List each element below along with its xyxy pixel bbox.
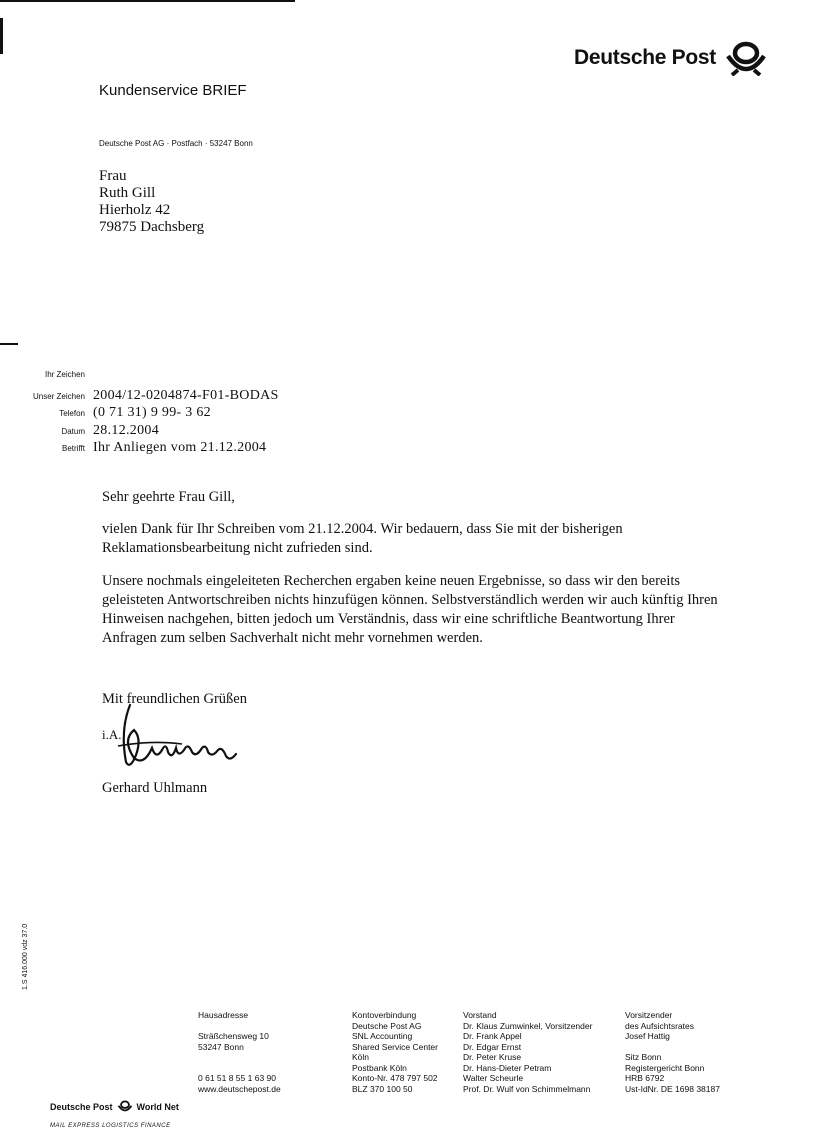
ref-label: Telefon [59,409,85,418]
sender-return-address: Deutsche Post AG · Postfach · 53247 Bonn [99,139,253,148]
post-horn-icon [117,1100,133,1113]
footer-line: Dr. Frank Appel [463,1031,522,1041]
recipient-name: Ruth Gill [99,185,156,201]
footer-address-column [198,1010,281,1094]
handwritten-signature [112,700,242,775]
letter-paragraph-1: vielen Dank für Ihr Schreiben vom 21.12.2004. Wir bedauern, dass Sie mit der bisherigen Reklamationsbearbeitung nicht zufrieden sind. [102,521,623,556]
ref-row-phone [0,405,279,423]
fold-mark [0,343,18,345]
footer-line: Sträßchensweg 10 [198,1031,269,1041]
footer-line: Vorstand [463,1010,497,1020]
footer-line: Vorsitzender [625,1010,673,1020]
footer-line: Josef Hattig [625,1031,670,1041]
logo-brand-text: Deutsche Post [574,46,716,69]
form-code: 1.S 416.000 vdz 37.0 [22,923,29,990]
footer-chair-column [625,1010,720,1094]
signer-name: Gerhard Uhlmann [102,780,208,796]
letter-closing: Mit freundlichen Grüßen [102,691,247,707]
footer-line: Registergericht Bonn [625,1062,705,1073]
footer-line: Konto-Nr. 478 797 502 [352,1073,438,1083]
ref-value: Ihr Anliegen vom 21.12.2004 [93,440,267,455]
footer-line: Dr. Klaus Zumwinkel, Vorsitzender [463,1020,593,1031]
ref-label: Betrifft [62,444,85,453]
footer-line: 0 61 51 8 55 1 63 90 [198,1073,276,1083]
on-behalf-mark: i.A. [102,727,122,742]
letter-type-title: Kundenservice BRIEF [99,82,247,99]
ref-value: 2004/12-0204874-F01-BODAS [93,387,279,403]
recipient-salutation: Frau [99,168,127,184]
reference-block [0,370,279,458]
footer-line: 53247 Bonn [198,1041,244,1052]
footer-line: SNL Accounting [352,1031,413,1041]
footer-board-column [463,1010,592,1094]
scan-edge-top [0,0,295,2]
ref-row-subject [0,440,279,458]
ref-label: Datum [61,426,85,436]
footer-line: BLZ 370 100 50 [352,1083,413,1094]
footer-line [198,1063,281,1074]
footer-line: Dr. Peter Kruse [463,1052,522,1062]
deutsche-post-logo [574,40,768,76]
footer-line: Shared Service Center [352,1041,438,1052]
recipient-city: 79875 Dachsberg [99,219,205,235]
footer-line: Kontoverbindung [352,1010,417,1020]
footer-line: Sitz Bonn [625,1052,662,1062]
footer-line: Dr. Edgar Ernst [463,1041,522,1052]
worldnet-tagline: MAIL EXPRESS LOGISTICS FINANCE [50,1123,171,1129]
footer-line [625,1042,720,1053]
ref-value: (0 71 31) 9 99- 3 62 [93,405,211,420]
ref-row-your-ref [0,370,279,388]
footer-line [198,1021,281,1032]
footer-line: Postbank Köln [352,1062,407,1073]
letter-greeting: Sehr geehrte Frau Gill, [102,489,235,505]
footer-line: des Aufsichtsrates [625,1020,694,1031]
scan-edge-left [0,18,3,54]
footer-line [198,1052,281,1063]
recipient-street: Hierholz 42 [99,202,171,218]
worldnet-suffix: World Net [136,1101,179,1112]
footer-line: Ust-IdNr. DE 1698 38187 [625,1083,720,1094]
footer-line: www.deutschepost.de [198,1083,281,1094]
ref-value: 28.12.2004 [93,422,159,438]
ref-row-our-ref [0,388,279,406]
footer-bank-column [352,1010,438,1094]
letter-paragraph-2: Unsere nochmals eingeleiteten Recherchen ergaben keine neuen Ergebnisse, so dass wir den bereits geleisteten Antwortschreiben nichts hinzufügen können. Selbstverständlich werden wir auch künftig Ihren Hinweisen nachgehen, bitten jedoch um Verständnis, dass wir eine schriftliche Beantwortung Ihrer Anfragen zum selben Sachverhalt nicht mehr vornehmen werden. [102,573,718,646]
worldnet-brand: Deutsche Post [50,1101,113,1112]
footer-line: Dr. Hans-Dieter Petram [463,1062,552,1073]
post-horn-icon [724,40,768,76]
footer-line: Walter Scheurle [463,1073,524,1083]
footer-line: Prof. Dr. Wulf von Schimmelmann [463,1083,591,1094]
worldnet-logo [50,1100,179,1113]
footer-line: Hausadresse [198,1010,249,1020]
ref-row-date [0,423,279,441]
footer-line: Deutsche Post AG [352,1020,422,1031]
ref-label: Ihr Zeichen [44,370,85,379]
footer-line: Köln [352,1052,370,1062]
footer-line: HRB 6792 [625,1073,665,1083]
ref-label: Unser Zeichen [32,391,85,401]
recipient-address [99,168,204,236]
